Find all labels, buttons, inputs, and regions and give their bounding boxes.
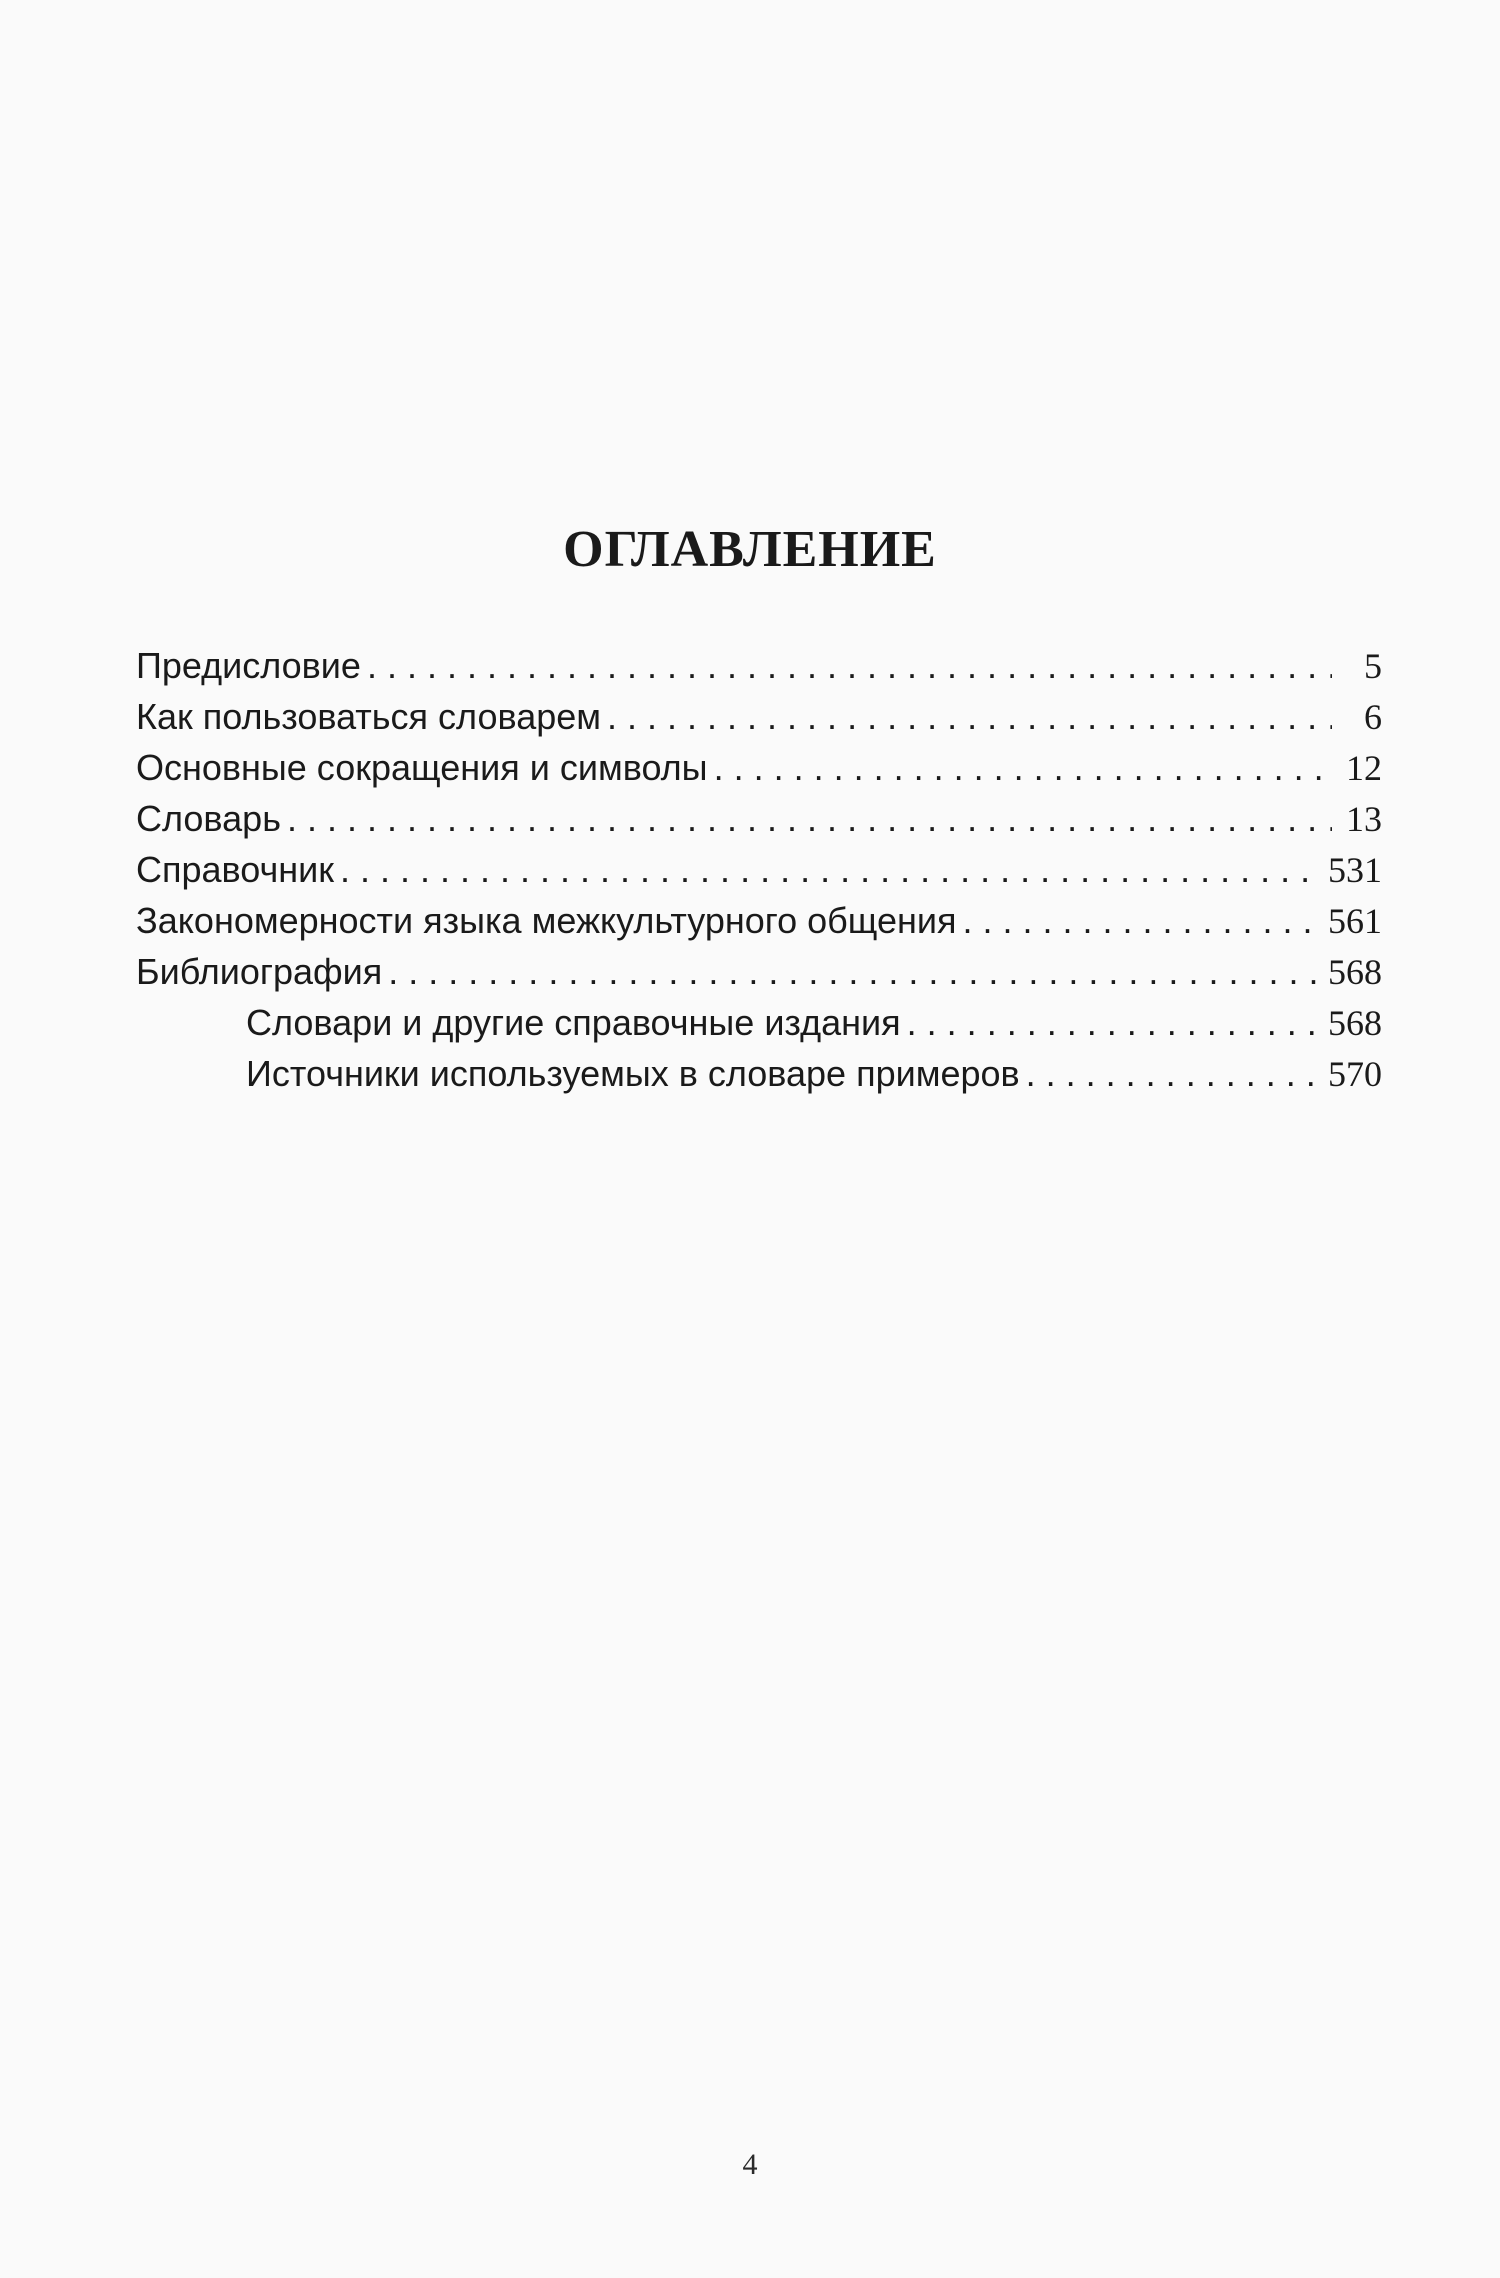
toc-leader-dots (388, 946, 1318, 997)
toc-leader-dots (962, 895, 1318, 946)
toc-subentry-sources (136, 1048, 1382, 1099)
toc-leader-dots (607, 691, 1332, 742)
toc-leader-dots (714, 742, 1332, 793)
toc-entry-bibliography (136, 946, 1382, 997)
toc-entry-page: 568 (1328, 1003, 1382, 1043)
toc-entry-patterns (136, 895, 1382, 946)
toc-entry-label: Справочник (136, 849, 334, 890)
toc-entry-label: Словарь (136, 798, 281, 839)
toc-entry-label: Как пользоваться словарем (136, 696, 602, 737)
toc-entry-page: 6 (1364, 697, 1382, 737)
toc-leader-dots (340, 844, 1318, 895)
toc-leader-dots (907, 997, 1318, 1048)
toc-entry-preface (136, 640, 1382, 691)
toc-entry-page: 13 (1346, 799, 1382, 839)
toc-entry-how-to-use (136, 691, 1382, 742)
toc-entry-page: 568 (1328, 952, 1382, 992)
toc-leader-dots (287, 793, 1332, 844)
toc-entry-label: Библиография (136, 951, 383, 992)
page-number: 4 (742, 2148, 758, 2181)
toc-entry-page: 570 (1328, 1054, 1382, 1094)
toc-entry-label: Предисловие (136, 645, 361, 686)
toc-entry-reference (136, 844, 1382, 895)
toc-entry-label: Закономерности языка межкультурного общения (136, 900, 957, 941)
toc-entry-page: 531 (1328, 850, 1382, 890)
toc-entry-page: 5 (1364, 646, 1382, 686)
table-of-contents (136, 640, 1382, 1099)
toc-entry-label: Источники используемых в словаре примеров (246, 1053, 1020, 1094)
toc-entry-label: Словари и другие справочные издания (246, 1002, 901, 1043)
toc-leader-dots (1026, 1048, 1318, 1099)
toc-entry-page: 561 (1328, 901, 1382, 941)
toc-entry-label: Основные сокращения и символы (136, 747, 708, 788)
toc-subentry-dictionaries (136, 997, 1382, 1048)
toc-entry-page: 12 (1346, 748, 1382, 788)
toc-leader-dots (367, 640, 1332, 691)
page-title: ОГЛАВЛЕНИЕ (563, 521, 937, 578)
toc-entry-abbreviations (136, 742, 1382, 793)
toc-entry-dictionary (136, 793, 1382, 844)
